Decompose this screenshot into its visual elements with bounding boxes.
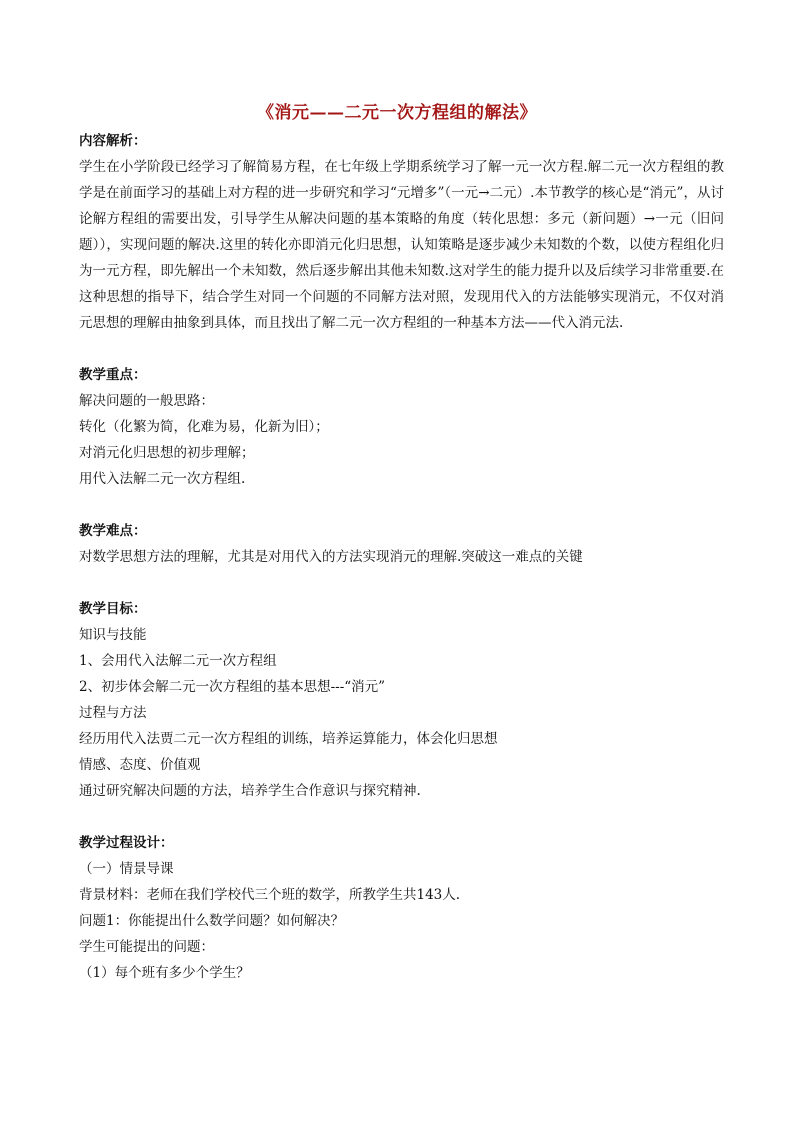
key-point-line: 用代入法解二元一次方程组. (79, 471, 246, 487)
process-line: 背景材料：老师在我们学校代三个班的数学，所教学生共143人. (79, 887, 461, 903)
section-process (79, 830, 724, 986)
section-heading-key-points: 教学重点： (79, 367, 147, 383)
key-point-line: 转化（化繁为简，化难为易，化新为旧）； (79, 419, 329, 435)
section-heading-objectives: 教学目标： (79, 601, 147, 617)
section-gap (79, 336, 724, 362)
process-line: 学生可能提出的问题： (79, 939, 214, 955)
process-line: （1）每个班有多少个学生？ (79, 965, 250, 981)
content-analysis-paragraph: 学生在小学阶段已经学习了解简易方程，在七年级上学期系统学习了解一元一次方程.解二元一次方程组的教学是在前面学习的基础上对方程的进一步研究和学习“元增多”（一元→二元）.本节教学的核心是“消元”，从讨论解方程组的需要出发，引导学生从解决问题的基本策略的角度（转化思想：多元（新问题）→一元（旧问题）），实现问题的解决.这里的转化亦即消元化归思想，认知策略是逐步减少未知数的个数，以使方程组化归为一元方程，即先解出一个未知数，然后逐步解出其他未知数.这对学生的能力提升以及后续学习非常重要.在这种思想的指导下，结合学生对同一个问题的不同解方法对照，发现用代入的方法能够实现消元，不仅对消元思想的理解由抽象到具体，而且找出了解二元一次方程组的一种基本方法——代入消元法. (79, 159, 724, 331)
section-heading-difficulties: 教学难点： (79, 523, 147, 539)
objective-line: 1、会用代入法解二元一次方程组 (79, 653, 277, 669)
section-gap (79, 804, 724, 830)
section-content-analysis (79, 128, 724, 336)
key-point-line: 解决问题的一般思路： (79, 393, 214, 409)
objective-line: 通过研究解决问题的方法，培养学生合作意识与探究精神. (79, 783, 421, 799)
section-key-points (79, 362, 724, 492)
objective-line: 情感、态度、价值观 (79, 757, 201, 773)
objective-line: 过程与方法 (79, 705, 147, 721)
document-body (79, 128, 724, 986)
section-heading-process: 教学过程设计： (79, 835, 174, 851)
objective-line: 经历用代入法贾二元一次方程组的训练，培养运算能力，体会化归思想 (79, 731, 498, 747)
objective-line: 知识与技能 (79, 627, 147, 643)
key-point-line: 对消元化归思想的初步理解； (79, 445, 255, 461)
section-gap (79, 492, 724, 518)
process-line: （一）情景导课 (79, 861, 174, 877)
section-heading-content-analysis: 内容解析： (79, 133, 147, 149)
section-objectives (79, 596, 724, 804)
document-title: 《消元——二元一次方程组的解法》 (257, 103, 537, 123)
section-difficulties (79, 518, 724, 570)
difficulty-line: 对数学思想方法的理解，尤其是对用代入的方法实现消元的理解.突破这一难点的关键 (79, 549, 583, 565)
process-line: 问题1：你能提出什么数学问题？如何解决？ (79, 913, 345, 929)
section-gap (79, 570, 724, 596)
objective-line: 2、初步体会解二元一次方程组的基本思想---“消元” (79, 679, 386, 695)
